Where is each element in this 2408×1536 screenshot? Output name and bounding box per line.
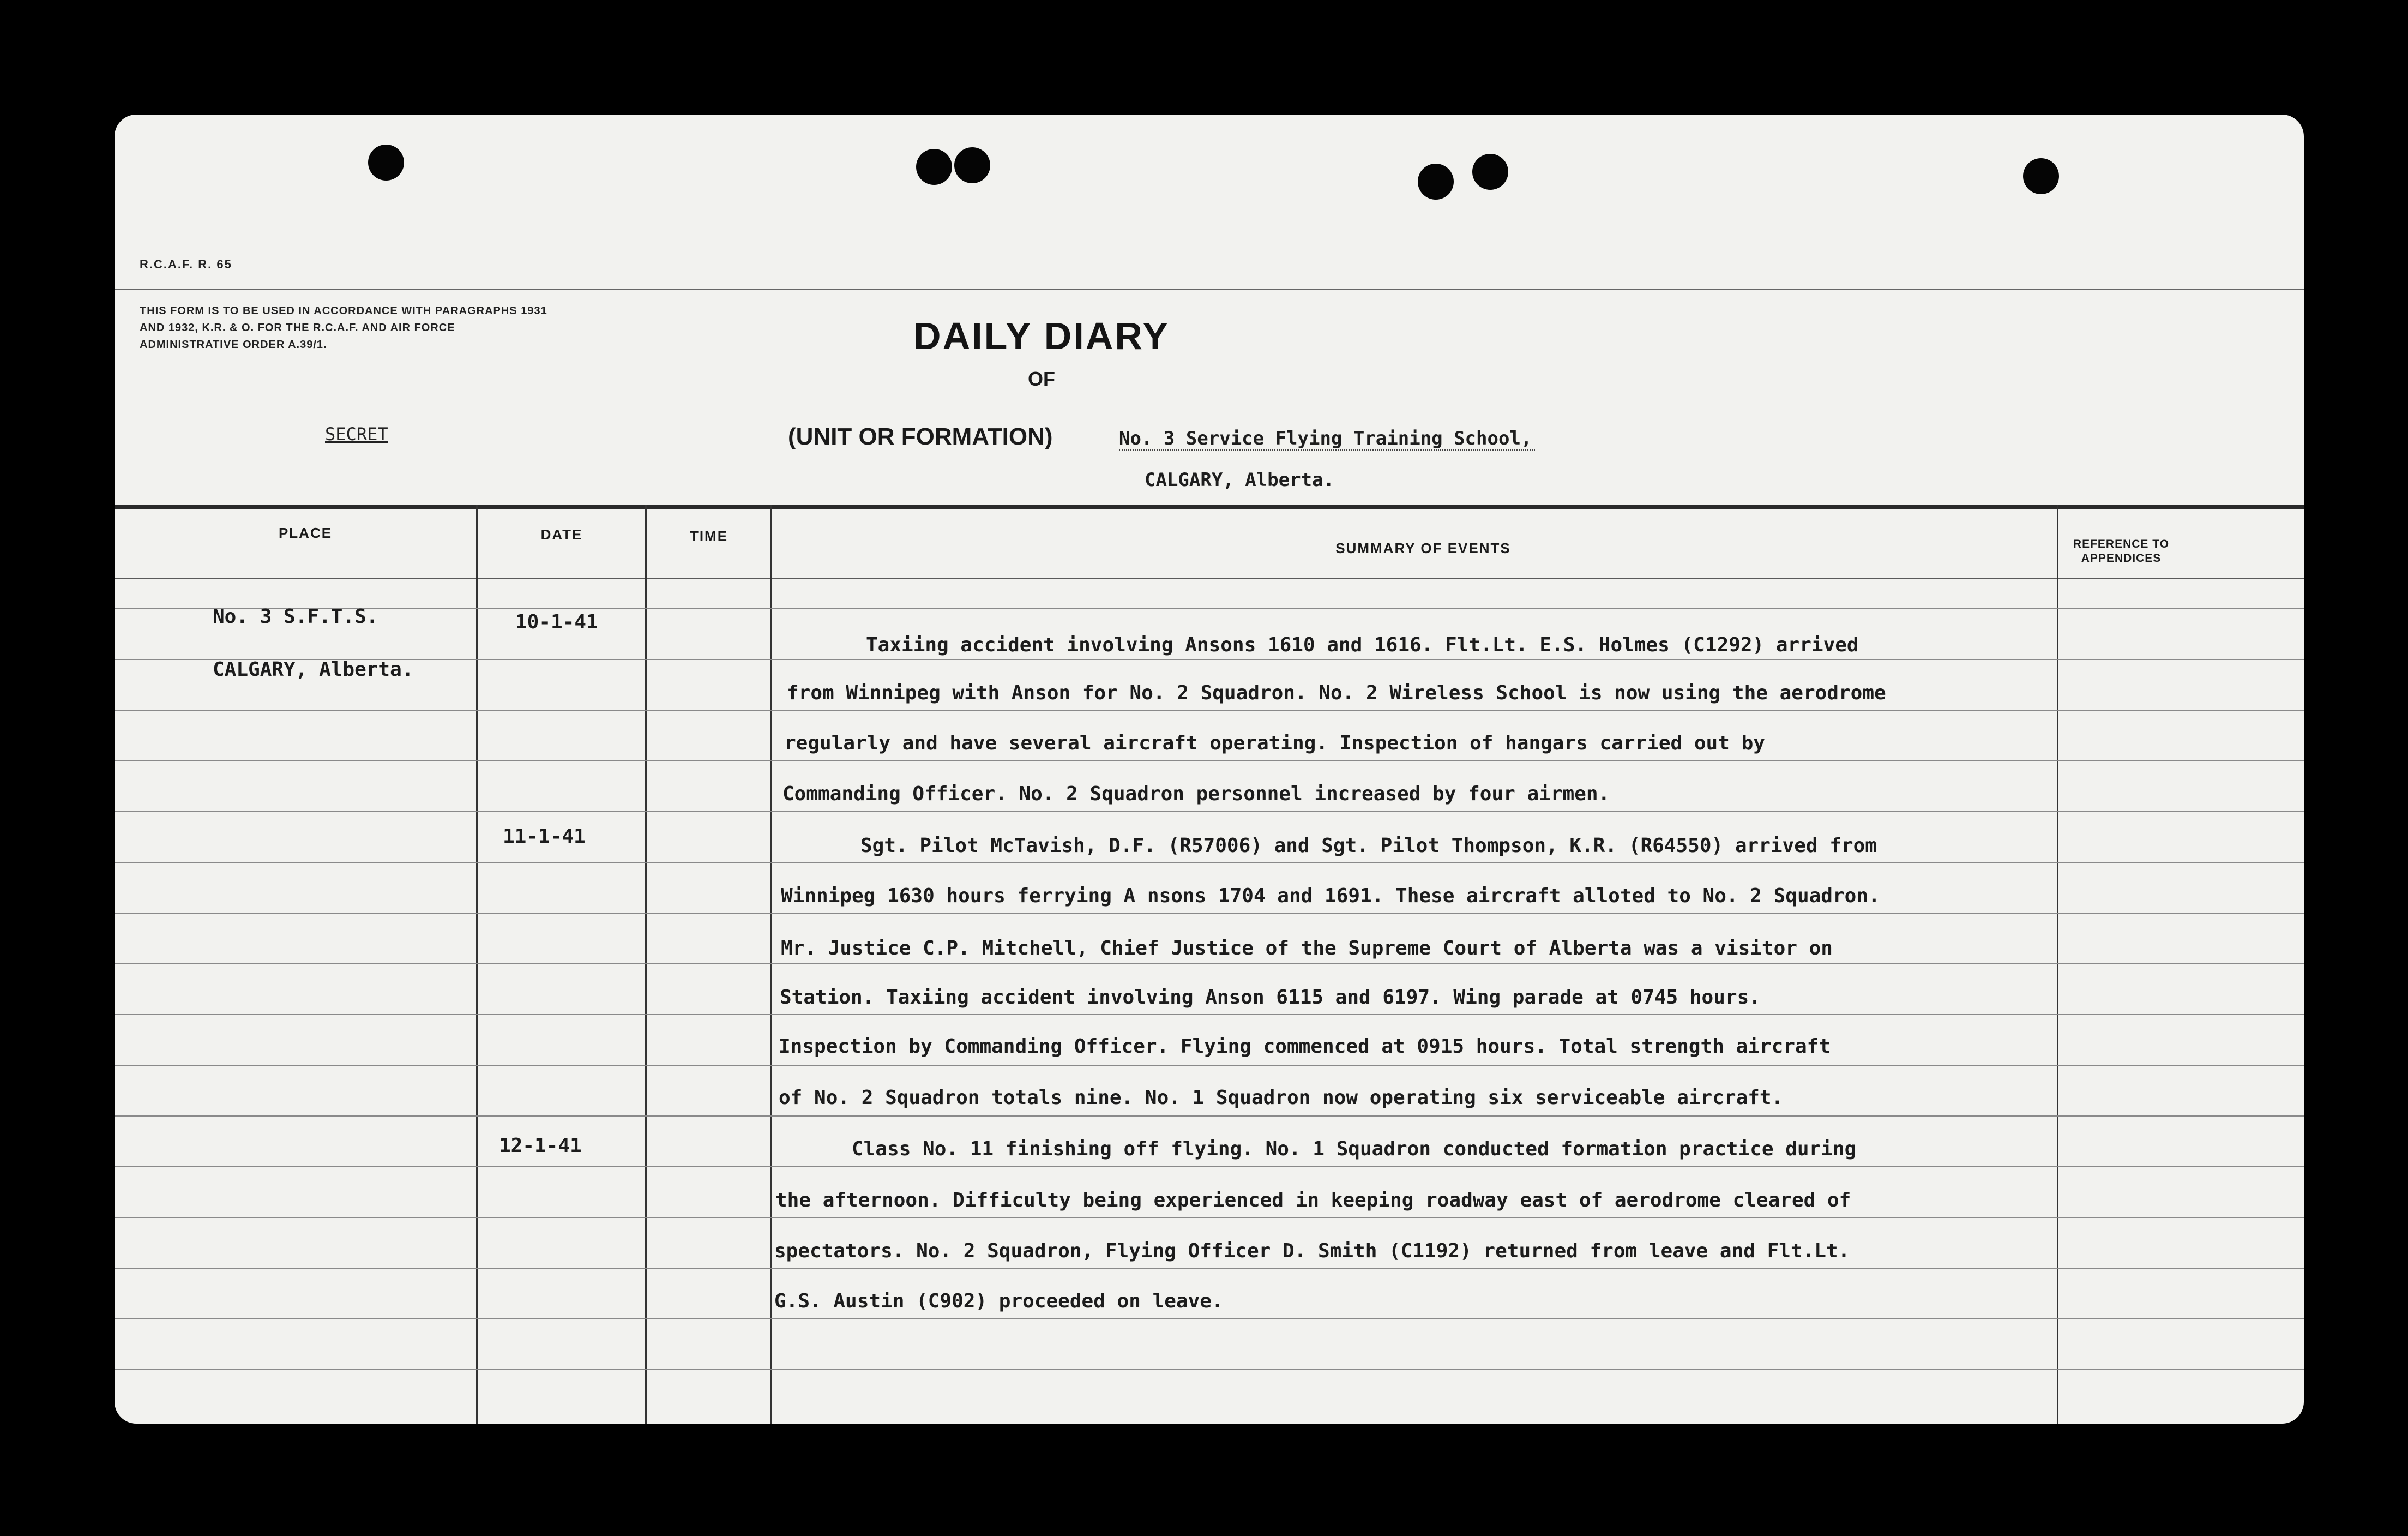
unit-label: (UNIT OR FORMATION) xyxy=(788,423,1053,450)
ruled-line xyxy=(115,710,2304,711)
entry-date: 10-1-41 xyxy=(515,611,598,633)
punch-hole xyxy=(2023,158,2059,194)
summary-line: Commanding Officer. No. 2 Squadron personnel increased by four airmen. xyxy=(782,783,1610,805)
column-header-place: PLACE xyxy=(278,525,333,541)
ruled-line xyxy=(115,659,2304,660)
header-rule xyxy=(115,289,2304,290)
entry-date: 12-1-41 xyxy=(499,1135,582,1157)
usage-note: THIS FORM IS TO BE USED IN ACCORDANCE WITH PARAGRAPHS 1931 AND 1932, K.R. & O. FOR THE R.C.A.F. AND AIR FORCE ADMINISTRATIVE ORDER A.39/1. xyxy=(140,305,547,351)
punch-hole xyxy=(954,147,990,183)
entry-date: 11-1-41 xyxy=(503,825,586,848)
unit-location: CALGARY, Alberta. xyxy=(1145,469,1334,491)
summary-line: Class No. 11 finishing off flying. No. 1 Squadron conducted formation practice during xyxy=(852,1138,1857,1160)
place-line: CALGARY, Alberta. xyxy=(213,658,414,681)
column-divider xyxy=(770,505,772,1424)
column-divider xyxy=(476,505,478,1424)
summary-line: G.S. Austin (C902) proceeded on leave. xyxy=(774,1290,1224,1312)
ruled-line xyxy=(115,913,2304,914)
ruled-line xyxy=(115,1369,2304,1370)
summary-line: Taxiing accident involving Ansons 1610 and 1616. Flt.Lt. E.S. Holmes (C1292) arrived xyxy=(866,634,1859,656)
summary-line: the afternoon. Difficulty being experienced in keeping roadway east of aerodrome cleared of xyxy=(775,1189,1851,1211)
summary-line: Inspection by Commanding Officer. Flying commenced at 0915 hours. Total strength aircraft xyxy=(779,1035,1831,1058)
summary-line: Station. Taxiing accident involving Anson 6115 and 6197. Wing parade at 0745 hours. xyxy=(780,986,1761,1009)
form-title-of: OF xyxy=(1028,368,1055,390)
ruled-line xyxy=(115,811,2304,812)
place-line: No. 3 S.F.T.S. xyxy=(213,605,378,628)
form-number: R.C.A.F. R. 65 xyxy=(140,257,232,271)
ruled-line xyxy=(115,1014,2304,1015)
column-divider xyxy=(645,505,647,1424)
diary-form-card xyxy=(115,115,2304,1424)
summary-line: Sgt. Pilot McTavish, D.F. (R57006) and Sgt. Pilot Thompson, K.R. (R64550) arrived from xyxy=(860,835,1877,857)
summary-line: Mr. Justice C.P. Mitchell, Chief Justice of the Supreme Court of Alberta was a visitor on xyxy=(781,937,1833,959)
ruled-line xyxy=(115,963,2304,964)
summary-line: spectators. No. 2 Squadron, Flying Officer D. Smith (C1192) returned from leave and Flt.Lt. xyxy=(774,1240,1850,1262)
summary-line: of No. 2 Squadron totals nine. No. 1 Squadron now operating six serviceable aircraft. xyxy=(779,1087,1784,1109)
classification-stamp: SECRET xyxy=(325,424,388,445)
column-header-reference: REFERENCE TO APPENDICES xyxy=(2073,538,2170,565)
punch-hole xyxy=(1472,154,1508,190)
summary-line: Winnipeg 1630 hours ferrying A nsons 1704 and 1691. These aircraft alloted to No. 2 Squadron. xyxy=(781,885,1880,907)
column-header-rule xyxy=(115,578,2304,579)
punch-hole xyxy=(1418,164,1454,200)
unit-name: No. 3 Service Flying Training School, xyxy=(1119,428,1535,451)
ruled-line xyxy=(115,1268,2304,1269)
form-title: DAILY DIARY xyxy=(913,315,1170,357)
ruled-line xyxy=(115,1318,2304,1319)
summary-line: regularly and have several aircraft operating. Inspection of hangars carried out by xyxy=(784,732,1765,754)
column-divider xyxy=(2057,505,2058,1424)
ruled-line xyxy=(115,608,2304,609)
ruled-line xyxy=(115,862,2304,863)
ruled-line xyxy=(115,1166,2304,1167)
ruled-line xyxy=(115,1115,2304,1117)
table-top-rule xyxy=(115,505,2304,509)
punch-hole xyxy=(368,145,404,181)
punch-hole xyxy=(916,149,952,185)
ruled-line xyxy=(115,760,2304,761)
ruled-line xyxy=(115,1217,2304,1218)
column-header-time: TIME xyxy=(689,528,729,544)
column-header-date: DATE xyxy=(540,526,583,543)
summary-line: from Winnipeg with Anson for No. 2 Squadron. No. 2 Wireless School is now using the aerodrome xyxy=(787,682,1886,704)
ruled-line xyxy=(115,1065,2304,1066)
column-header-summary: SUMMARY OF EVENTS xyxy=(1335,540,1511,556)
